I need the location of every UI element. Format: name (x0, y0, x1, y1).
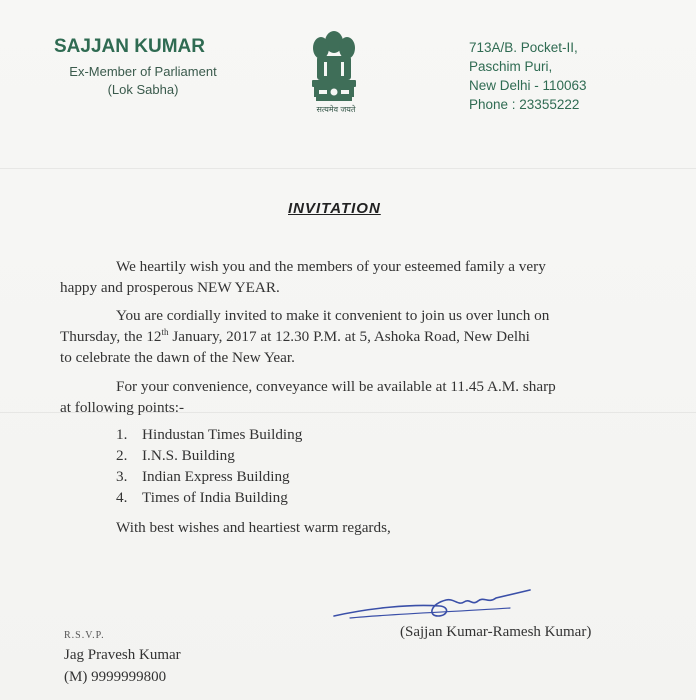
handwritten-signature (330, 586, 550, 626)
text-line: at following points:- (60, 399, 185, 416)
pickup-points-list (116, 424, 302, 508)
address-line: New Delhi - 110063 (469, 78, 587, 93)
invitation-title: INVITATION (288, 200, 381, 217)
rsvp-label: R.S.V.P. (64, 630, 105, 641)
paragraph-invitation (60, 305, 650, 368)
letterhead-name: SAJJAN KUMAR (54, 36, 205, 57)
letterhead-address (469, 38, 587, 114)
text-line: We heartily wish you and the members of your esteemed family a very (116, 258, 546, 275)
emblem-motto: सत्यमेव जयते (316, 105, 356, 114)
text-line: For your convenience, conveyance will be available at 11.45 A.M. sharp (116, 378, 556, 395)
list-item: 3. Indian Express Building (116, 468, 290, 485)
text-line: to celebrate the dawn of the New Year. (60, 349, 295, 366)
text-line: You are cordially invited to make it convenient to join us over lunch on (116, 307, 550, 324)
role-line: Ex-Member of Parliament (69, 64, 217, 79)
rsvp-mobile: (M) 9999999800 (64, 669, 167, 685)
text-line: Thursday, the 12th January, 2017 at 12.30 P.M. at 5, Ashoka Road, New Delhi (60, 326, 530, 345)
closing-line: With best wishes and heartiest warm regards, (116, 519, 391, 536)
rsvp-contact-name: Jag Pravesh Kumar (64, 647, 181, 663)
address-line: Paschim Puri, (469, 59, 553, 74)
list-item: 2. I.N.S. Building (116, 447, 235, 464)
phone-line: Phone : 23355222 (469, 97, 580, 112)
text-line: happy and prosperous NEW YEAR. (60, 279, 280, 296)
list-item: 4. Times of India Building (116, 489, 288, 506)
paragraph-conveyance (60, 376, 650, 418)
paragraph-greeting (60, 256, 650, 298)
list-item: 1. Hindustan Times Building (116, 426, 303, 443)
address-line: 713A/B. Pocket-II, (469, 40, 578, 55)
letterhead-role (54, 63, 232, 99)
role-line: (Lok Sabha) (107, 82, 179, 97)
signatory-name: (Sajjan Kumar-Ramesh Kumar) (400, 624, 592, 640)
fold-line (0, 168, 696, 169)
national-emblem-icon (304, 28, 364, 116)
